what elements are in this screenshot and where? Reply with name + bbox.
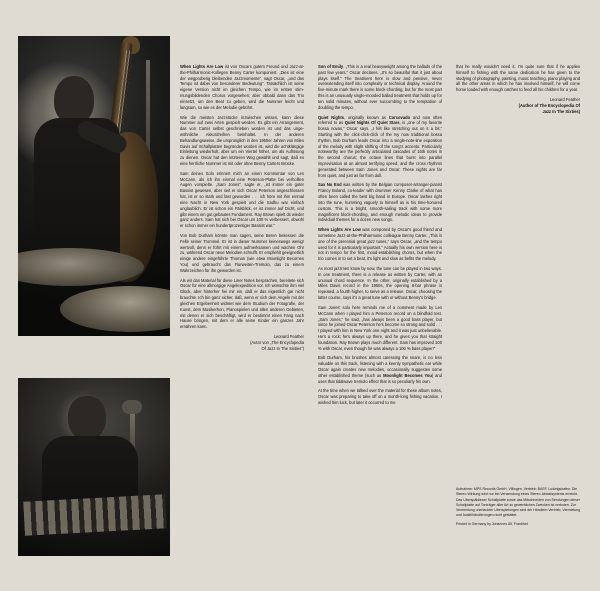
photo-column (18, 36, 170, 556)
microphone-icon (122, 400, 142, 414)
vibraphonist-photo (18, 378, 170, 556)
credits-block (456, 487, 584, 530)
paragraph-text: was written by the Belgian composer-arranger-pianist Francy Boland, co-leader with drummer Kenny Clarke of what has often been called the best big band in Europe. Oscar lashes right into the tune, humming vaguely to himself as is his time-honored custom. This is a bright, smooth-sailing track with some more magnificent block-chording, and enough melodic ideas to provide individual themes for a dozen new songs. (318, 182, 443, 223)
track-title-quiet-nights: Quiet Nights (318, 114, 345, 120)
track-title-son-of-emily: Son of Emily (318, 64, 344, 69)
signature-block-2 (456, 97, 580, 115)
paragraph: Sam Jones' solo here reminds me of a comment made by Les McCann when I played him a Peterson record on a blindfold test. „Sam Jones,“ he said, „has always been a good bass player, but since he joined Oscar Peterson he's become so strong and solid . . . I played with him in New York one night and it was just unbelievable. He's a rock; he's always up there, and he gives you that straight foundation. Ray Brown plays much different. Sam has improved 100 % with Oscar, even though he was always a 100 % bass player!“ (318, 304, 442, 351)
signature-name: Leonard Feather (273, 333, 304, 339)
signature-role-4-text: Jazz In The Sixties) (542, 108, 580, 114)
paragraph-text: , originally known as (344, 114, 389, 120)
paragraph (318, 227, 442, 262)
signature-role-4 (456, 109, 580, 115)
musician-head (54, 76, 94, 124)
liner-notes-column-german (180, 64, 304, 352)
paragraph: Wie die meisten Jazzstücke inzwischen wissen, kann diese Nummer auf zwei Arten gespielt werden. Es gibt ein Arrangement, das von Carter selbst geschrieben worden ist und das ungewöhnliche Akkordreihen beinhaltet. In der anderen Behandlungsweise, die ursprünglich in den 1950er Jahren von Miles Davis auf Schallplatten begründet worden ist, wird die achtklängige Einleitung wiederholt, aber um ein Viertel höher, um als Auflösung zu dienen. Oscar hat den letzteren Weg gewählt und sagt, daß es eine herrliche Nummer ist mit oder ohne Benny Carters Brücke. (180, 114, 304, 166)
paragraph-text: Bob Durham, his brushes almost caressing the snare, is no less valuable on this track, listening with a keenly sympathetic ear while Oscar again creates new melodies, occasionally suggestes some other established theme (such as (318, 355, 442, 378)
paragraph-text: was composed by Oscar's good friend and sometime Jazz-at-the-Philharmonic colleague Benny Carter. „This is one of the perennial great jazz tunes,“ says Oscar, „and the tempo used for it is particularly important.“ Actually his own version here is not in tempo for the first, mood-establishing chorus, but when the trio comes in to set a beat, it's light and slow as befits the melody. (318, 227, 442, 262)
paragraph: At the time when we talked over the material for these album notes, Oscar was preparing to take off on a month-long fishing vacation. I wished him luck, but later it occurred to me (318, 388, 442, 406)
track-title-when-lights-are-low: When Lights Are Low (318, 227, 361, 233)
alt-title-quiet-nights-of-quiet-stars: Quiet Nights Of Quiet Stars (344, 120, 400, 126)
credits-printed-by: Printed in Germany by Johannes Alt, Frankfurt (456, 521, 528, 526)
signature-name-2: Leonard Feather (549, 97, 580, 103)
paragraph-text: and now often referred to as (318, 114, 442, 126)
track-title-sax-no-end: Sax No End (318, 182, 342, 188)
musician-head-2 (68, 396, 106, 440)
paragraph: As most jazzmen know by now, the tune can be played in two ways. In one treatment, there is a release as written by Carter, with an unusual chord sequence. In the other, originally established by a Miles Davis record in the 1950s, the opening 8-bar phrase is repeated, a fourth higher, to serve as a release. Oscar, choosing the latter course, says it's a great tune with or without Benny's bridge. (318, 266, 442, 301)
signature-role-2: Of Jazz In The Sixties“) (261, 345, 304, 351)
paragraph-text: ) and uses that tidalwave tremolo effect that is so peculiarly his own. (318, 372, 442, 384)
paragraph: that he really wouldn't need it. I'm quite sure that if he applies himself to fishing with the same dedication he has given to the studying of photography, painting, music teaching, piano playing and all the other areas in which he has involved himself, he will come home loaded with enough catches to feed all his children for a year. (456, 64, 580, 93)
paragraph-text: . „This is a real heavyweight among the ballads of the past few years,“ Oscar declares. „It's so beautiful that it just about plays itself.“ The treatment here is slow and pensive, never overextending itself into complexity or technical display. Around the five-minute mark there is some block-chording, but for the most part this is an unusually single-mooded ballad treatment that holds up for ten solid minutes, without ever succumbing to the temptation of doubling the tempo. (318, 64, 442, 110)
paragraph-text: ist von Oscars gutem Freund und Jazz-at-the-Philharmonic-Kollegen Benny Carter komponiert. „Dies ist eine der wegproberig bleibenden Jazzmomente“, sagt Oscar, „und das Tempo ist dabei von besonderer Bedeutung“. Tatsächlich ist seine eigene Version nicht im gleichen Tempo, wie im ersten stimmungsbildenden Chorus vorgesehen; aber obbald dann das Trio einsetzt, um den Beat zu geben, wird die Nummer leicht und langsam, so wie es der Melodie gebührt. (180, 64, 305, 110)
paragraph-text: , is „one of my favorite bossa novas,“ Oscar says. „I felt like stretching out on it a bit.“ Starting with the click-click-click of the Ivy now traditional bossa rhythm, Bob Durham leads Oscar into a single-note-line exposition of the melody with slight shifting of the song's accents. Particularly noteworthy are the perfectly articulated cascades of 16th notes in the second chorus; the octave lines that burst into parallel improvisation at an almost terrifying speed; and the cross rhythms generated between Sam Jones and Oscar. These nights are far from quiet, and just as far from dull. (318, 120, 442, 178)
paragraph (318, 64, 442, 111)
signature-role-3-text: (Author of The Encyclopedia Of (518, 102, 580, 108)
signature-block (180, 334, 304, 352)
liner-notes-column-english-1 (318, 64, 442, 410)
paragraph: Sam deines Solo erinnert mich an einen Kommentar von Les McCann, als ich ihn einmal eine Peterson-Platte bei verholllen Augen vorspielte. „Sam Jones“, sagte er, „ist immer ein guter Bassist gewesen, aber seit er sich Oscar Peterson angeschlossen hat, ist er so stark und fast geworden . . . ich höre mit ihm einmal eine Nacht in New York gespielt und die Sadhu war einfach unglaublich. Er ist schon ein Fälsblick, er ist immer auf Dicht, und gibt einem ein gut gebautes Fundament. Ray Brown spielt ds wieder ganz anders. Sam hat sich bei Oscar um 100 % verbessert, obwohl er schon immer ein hundertprozentiger Bassist war.“ (180, 170, 304, 229)
paragraph (180, 64, 304, 111)
paragraph (318, 182, 442, 223)
signature-role-1: (Autor von „The Encyclopedia (250, 339, 304, 345)
track-title-when-lights-are-low-de: When Lights Are Low (180, 64, 224, 69)
paragraph: Von Bob Durham könnte man sagen, seine Beren bekessen die Felle seiner Trommel. Er ist in dieser Nummer keineswegs wenigr wertvoll, denn er führt mit einem aufmerksamen und wachen Ohr zu, während Oscar neue Melodien schrufft. Er empfiehlt geeignetlich einige andere eingeführte Thoman (wie etwa Moonlight Becomes You) und gebraucht das Flurweiten-Tremolo, das zu einem Wahrzeichen für ihn geworden ist. (180, 232, 304, 273)
paragraph: Als wir das Material für diese Liner Notes besprachen, bereitete sich Oscar für eine allmorgige Angelexpedition vor. Ich wünschte ihm viel Glück, aber hinterher hei mir ein, daß er das eigentlich gar nicht brauchte. Ich bin ganz sicher, daß, wenn er sich dem Angeln mit der gleichen Ergebenheit widmet wie dem Studium der Fotografie, der Kunst, dem Musikerhon, Pianospielen und allen anderen Gebieten, mit denen er sich beschäftigt, wird er bestimmt einen Fang nach Hause bringen, mit dem er alle seine Kinder ein ganzes Jahr ernähren kann. (180, 277, 304, 330)
liner-notes-column-english-2 (456, 64, 580, 115)
paragraph (318, 115, 442, 179)
credits-legal-text: Aufnahme: MPS Records GmbH, Villingen, Vertrieb: BASF, Ludwigshafen. Die Stereo-Wirkung wird nur bei Verwendung eines Stereo-Abtastsystems erreicht. Das Uberspäldieser Schallplatte sowie das Mitschneiden von Sendungen dieser Schallplatte auf Tonträger aller Art zu gewerblichen Zwecken ist verboten. Zur Vermeidung unerlaubter Uberspielungen sind der Händlern Vertrieb, Vermietung und Ausleihändlerungen nicht gestattet. (456, 487, 581, 518)
reference-moonlight-becomes-you: Moonlight Becomes You (383, 372, 432, 378)
bassist-photo (18, 36, 170, 336)
alt-title-corcovado: Corcovado (388, 114, 411, 120)
paragraph (318, 355, 442, 384)
